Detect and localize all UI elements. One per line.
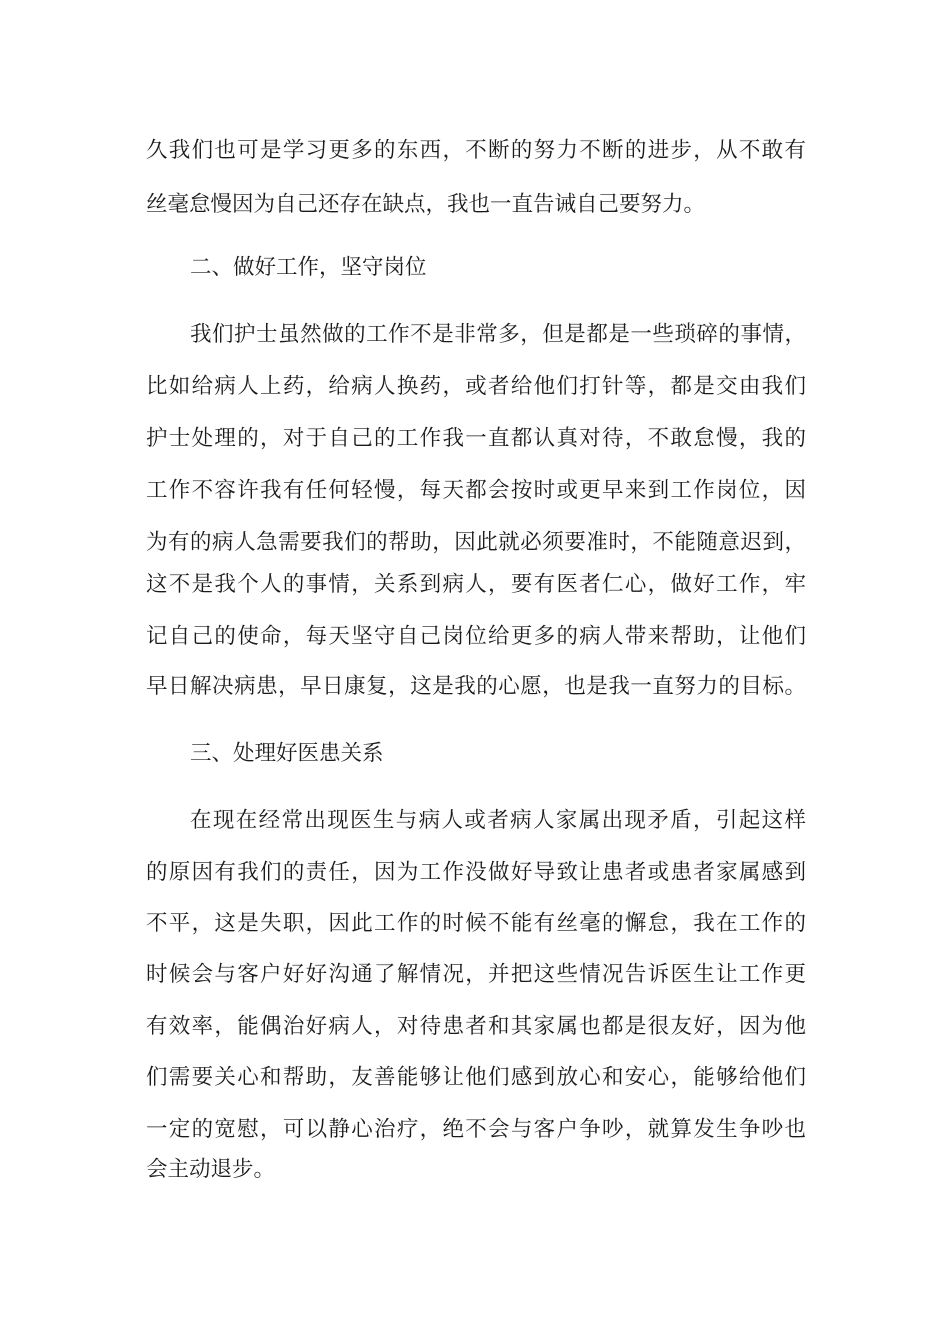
paragraph-3-line-4: 时候会与客户好好沟通了解情况，并把这些情况告诉医生让工作更 <box>146 962 806 987</box>
paragraph-2-line-2: 比如给病人上药，给病人换药，或者给他们打针等，都是交由我们 <box>146 374 806 399</box>
paragraph-3-line-1: 在现在经常出现医生与病人或者病人家属出现矛盾，引起这样 <box>190 808 806 833</box>
paragraph-3-line-3: 不平，这是失职，因此工作的时候不能有丝毫的懈怠，我在工作的 <box>146 911 806 936</box>
paragraph-3-line-2: 的原因有我们的责任，因为工作没做好导致让患者或患者家属感到 <box>146 860 806 885</box>
section-heading-3: 三、处理好医患关系 <box>190 741 384 766</box>
paragraph-3-line-6: 们需要关心和帮助，友善能够让他们感到放心和安心，能够给他们 <box>146 1065 806 1090</box>
paragraph-1-line-1: 久我们也可是学习更多的东西，不断的努力不断的进步，从不敢有 <box>146 138 806 163</box>
paragraph-2-line-4: 工作不容许我有任何轻慢，每天都会按时或更早来到工作岗位，因 <box>146 478 806 503</box>
paragraph-2-line-6: 这不是我个人的事情，关系到病人，要有医者仁心，做好工作，牢 <box>146 572 806 597</box>
paragraph-3-line-5: 有效率，能偶治好病人，对待患者和其家属也都是很友好，因为他 <box>146 1014 806 1039</box>
paragraph-2-line-7: 记自己的使命，每天坚守自己岗位给更多的病人带来帮助，让他们 <box>146 624 806 649</box>
paragraph-3-line-8: 会主动退步。 <box>146 1157 276 1182</box>
paragraph-1-line-2: 丝毫怠慢因为自己还存在缺点，我也一直告诫自己要努力。 <box>146 192 706 217</box>
paragraph-2-line-8: 早日解决病患，早日康复，这是我的心愿，也是我一直努力的目标。 <box>146 674 806 699</box>
paragraph-3-line-7: 一定的宽慰，可以静心治疗，绝不会与客户争吵，就算发生争吵也 <box>146 1117 806 1142</box>
paragraph-2-line-1: 我们护士虽然做的工作不是非常多，但是都是一些琐碎的事情， <box>190 322 806 347</box>
paragraph-2-line-5: 为有的病人急需要我们的帮助，因此就必须要准时，不能随意迟到， <box>146 530 806 555</box>
paragraph-2-line-3: 护士处理的，对于自己的工作我一直都认真对待，不敢怠慢，我的 <box>146 426 806 451</box>
section-heading-2: 二、做好工作，坚守岗位 <box>190 255 427 280</box>
